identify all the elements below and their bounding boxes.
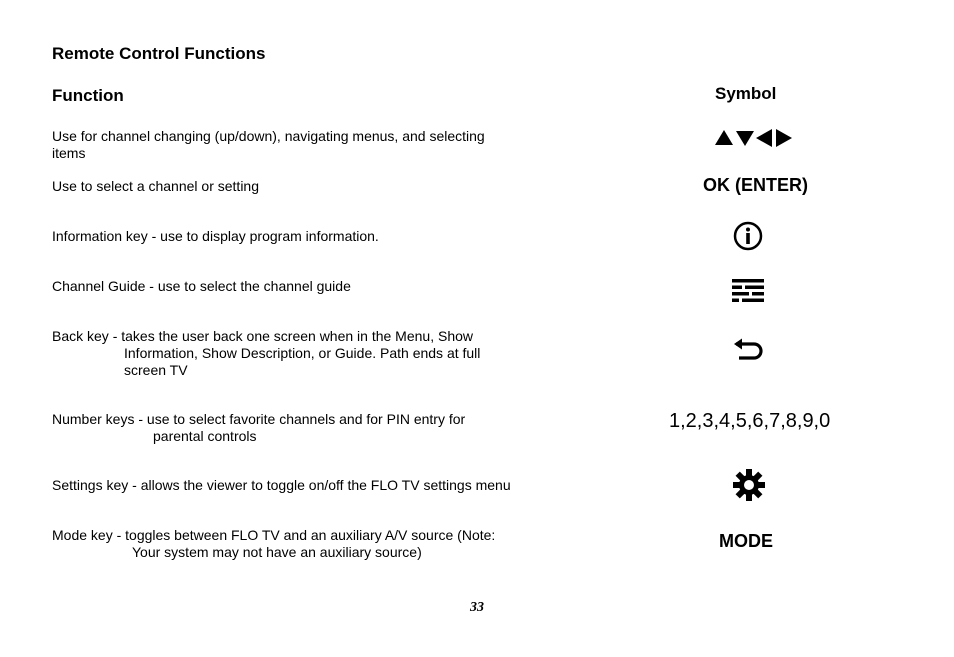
back-icon (733, 338, 765, 362)
symbol-column-header: Symbol (715, 84, 777, 103)
guide-icon (732, 279, 766, 303)
function-description: Channel Guide - use to select the channel guide (52, 278, 351, 294)
info-icon (733, 221, 763, 251)
number-keys-symbol: 1,2,3,4,5,6,7,8,9,0 (669, 410, 831, 432)
function-description: Use to select a channel or setting (52, 178, 260, 194)
arrow-keys-icon (714, 128, 794, 148)
function-description: Mode key - toggles between FLO TV and an auxiliary A/V source (Note: Your system may not have an auxiliary source) (52, 527, 496, 560)
function-column-header: Function (52, 86, 124, 105)
page-title: Remote Control Functions (52, 44, 266, 63)
ok-enter-symbol: OK (ENTER) (703, 175, 808, 195)
function-description: Information key - use to display program information. (52, 228, 379, 244)
page-number: 33 (470, 600, 484, 615)
function-description: Back key - takes the user back one screen when in the Menu, Show Information, Show Description, or Guide. Path ends at full screen TV (52, 328, 481, 378)
function-description: Use for channel changing (up/down), navigating menus, and selecting items (52, 128, 485, 161)
settings-gear-icon (732, 468, 766, 502)
function-description: Settings key - allows the viewer to toggle on/off the FLO TV settings menu (52, 477, 511, 493)
function-description: Number keys - use to select favorite channels and for PIN entry for parental controls (52, 411, 466, 444)
mode-symbol: MODE (719, 531, 773, 551)
